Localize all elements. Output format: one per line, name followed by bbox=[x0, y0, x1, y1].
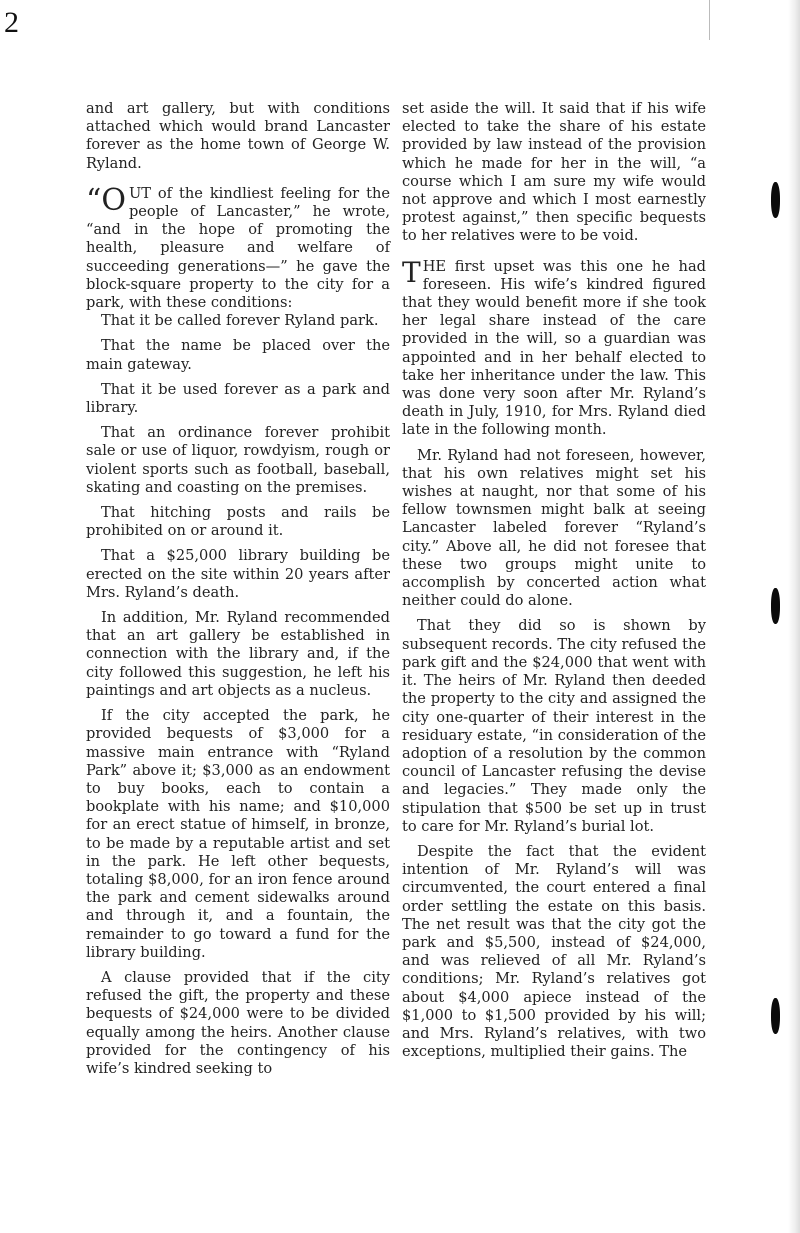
left-para-8: That a $25,000 library building be erected on the site within 20 years after Mrs. Ryland’s death. bbox=[86, 547, 390, 601]
left-column bbox=[86, 100, 390, 1078]
ink-blot-2 bbox=[771, 588, 780, 624]
right-para-2-text: HE first upset was this one he had foreseen. His wife’s kindred figured that they would benefit more if she took her legal share instead of the care provided in the will, so a guardian was appointed and in her behalf elected to take her inheritance under the law. This was done very soon after Mr. Ryland’s death in July, 1910, for Mrs. Ryland died late in the following month. bbox=[402, 257, 706, 439]
right-column bbox=[402, 100, 706, 1061]
page-edge-shadow bbox=[788, 0, 800, 1233]
left-para-7: That hitching posts and rails be prohibited on or around it. bbox=[86, 504, 390, 540]
left-para-10: If the city accepted the park, he provided bequests of $3,000 for a massive main entrance with “Ryland Park” above it; $3,000 as an endowment to buy books, each to contain a bookplate with his name; and $10,000 for an erect statue of himself, in bronze, to be made by a reputable artist and set in the park. He left other bequests, totaling $8,000, for an iron fence around the park and cement sidewalks around and through it, and a fountain, the remainder to go toward a fund for the library building. bbox=[86, 707, 390, 961]
right-para-3: Mr. Ryland had not foreseen, however, that his own relatives might set his wishes at naught, nor that some of his fellow townsmen might balk at seeing Lancaster labeled forever “Ryland’s city.” Above all, he did not foresee that these two groups might unite to accomplish by concerted action what neither could do alone. bbox=[402, 446, 706, 610]
left-para-3: That it be called forever Ryland park. bbox=[101, 312, 379, 330]
left-para-5: That it be used forever as a park and library. bbox=[86, 380, 390, 417]
left-para-1: and art gallery, but with conditions attached which would brand Lancaster forever as the home town of George W. Ryland. bbox=[86, 100, 390, 172]
left-para-6: That an ordinance forever prohibit sale or use of liquor, rowdyism, rough or violent sports such as football, baseball, skating and coasting on the premises. bbox=[86, 424, 390, 496]
left-para-2 bbox=[86, 182, 390, 312]
right-para-1: set aside the will. It said that if his wife elected to take the share of his estate provided by law instead of the provision which he made for her in the will, “a course which I am sure my wife would not approve and which I most earnestly protest against,” then specific bequests to her relatives were to be void. bbox=[402, 100, 706, 245]
right-para-2 bbox=[402, 255, 706, 440]
drop-cap-t: T bbox=[402, 255, 421, 289]
left-para-4: That the name be placed over the main gateway. bbox=[86, 337, 390, 373]
left-para-11: A clause provided that if the city refused the gift, the property and these bequests of $24,000 were to be divided equally among the heirs. Another clause provided for the contingency of his wife’s kindred seeking to bbox=[86, 968, 390, 1077]
right-para-5: Despite the fact that the evident intention of Mr. Ryland’s will was circumvented, the court entered a final order settling the estate on this basis. The net result was that the city got the park and $5,500, instead of $24,000, and was relieved of all Mr. Ryland’s conditions; Mr. Ryland’s relatives got about $4,000 apiece instead of the $1,000 to $1,500 provided by his will; and Mrs. Ryland’s relatives, with two exceptions, multiplied their gains. The bbox=[402, 842, 706, 1061]
left-para-2-text: UT of the kindliest feeling for the people of Lancaster,” he wrote, “and in the hope of promoting the health, pleasure and welfare of succeeding generations—” he gave the block-square property to the city for a park, with these conditions: bbox=[86, 184, 390, 312]
margin-rule bbox=[709, 0, 710, 40]
right-para-4: That they did so is shown by subsequent records. The city refused the park gift and the $24,000 that went with it. The heirs of Mr. Ryland then deeded the property to the city and assigned the city one-quarter of their interest in the residuary estate, “in consideration of the adoption of a resolution by the common council of Lancaster refusing the devise and legacies.” They made only the stipulation that $500 be set up in trust to care for Mr. Ryland’s burial lot. bbox=[402, 617, 706, 835]
ink-blot-3 bbox=[771, 998, 780, 1034]
drop-cap-o: “O bbox=[86, 182, 126, 218]
left-para-9: In addition, Mr. Ryland recommended that an art gallery be established in connection with the library and, if the city followed this suggestion, he left his paintings and art objects as a nucleus. bbox=[86, 609, 390, 699]
page-number: 2 bbox=[4, 6, 19, 39]
ink-blot-1 bbox=[771, 182, 780, 218]
